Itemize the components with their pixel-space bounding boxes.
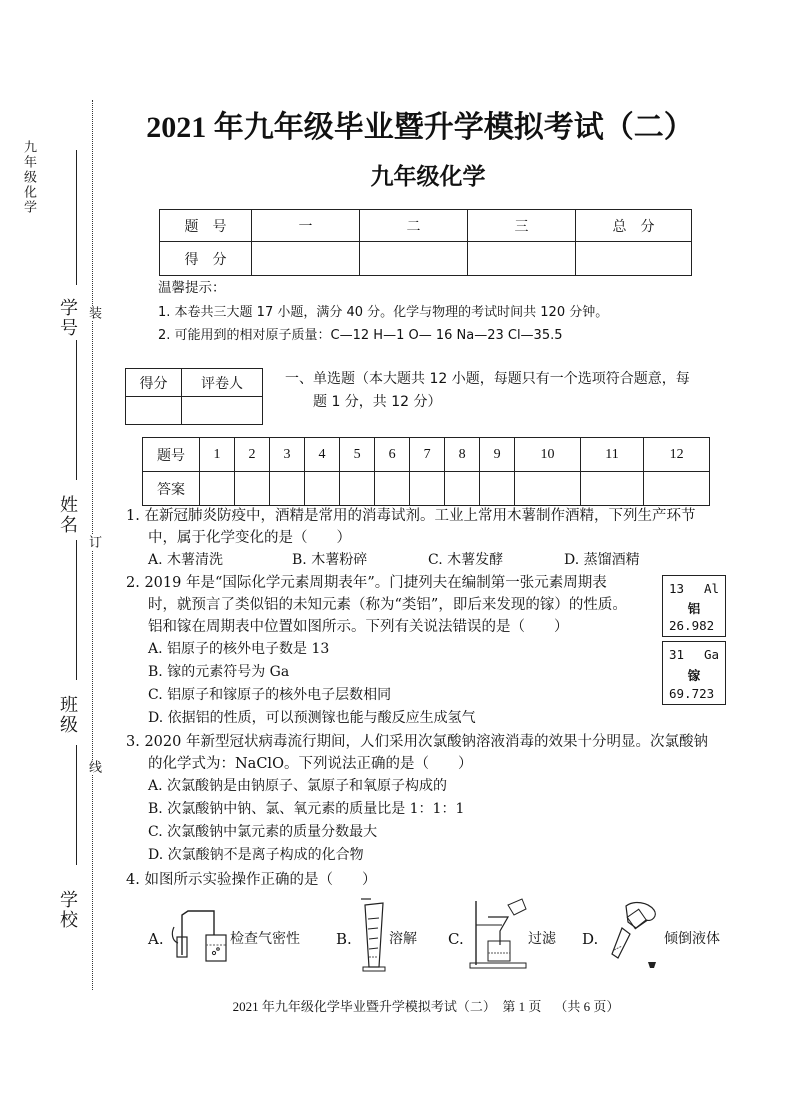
- answer-table-number: 6: [375, 438, 410, 472]
- page-footer: 2021 年九年级化学毕业暨升学模拟考试（二） 第 1 页 （共 6 页）: [232, 999, 620, 1014]
- answer-table-number-label: 题号: [143, 438, 200, 472]
- question-2-option-b[interactable]: B. 镓的元素符号为 Ga: [148, 664, 290, 680]
- question-1-line2: 中，属于化学变化的是（ ）: [148, 530, 351, 546]
- score-table-header-3: 三: [468, 210, 576, 242]
- answer-table-number: 2: [235, 438, 270, 472]
- answer-cell[interactable]: [305, 472, 340, 506]
- question-3-option-c[interactable]: C. 次氯酸钠中氯元素的质量分数最大: [148, 824, 378, 840]
- tip-1: 1. 本卷共三大题 17 小题，满分 40 分。化学与物理的考试时间共 120 分钟。: [158, 305, 609, 320]
- class-line[interactable]: [76, 540, 78, 680]
- score-table-header-2: 二: [360, 210, 468, 242]
- score-table-header-1: 一: [252, 210, 360, 242]
- answer-table-number: 10: [515, 438, 581, 472]
- grader-score-cell[interactable]: [126, 397, 182, 425]
- grader-name-cell[interactable]: [182, 397, 263, 425]
- ga-symbol: Ga: [703, 647, 719, 662]
- answer-table-number: 7: [410, 438, 445, 472]
- answer-cell[interactable]: [410, 472, 445, 506]
- al-symbol: Al: [703, 581, 719, 596]
- answer-table-number: 1: [200, 438, 235, 472]
- answer-table-number: 5: [340, 438, 375, 472]
- question-3-option-a[interactable]: A. 次氯酸钠是由钠原子、氯原子和氧原子构成的: [148, 778, 448, 794]
- question-1-option-d[interactable]: D. 蒸馏酒精: [564, 552, 640, 568]
- airtightness-test-illustration: [168, 905, 232, 963]
- name-line[interactable]: [76, 340, 78, 480]
- grader-box: [125, 368, 263, 425]
- question-1-option-c[interactable]: C. 木薯发酵: [428, 552, 504, 568]
- question-4-option-b-label: 溶解: [389, 931, 417, 947]
- answer-table-number: 12: [644, 438, 710, 472]
- class-label: 班级: [57, 695, 78, 735]
- question-2: [126, 572, 646, 638]
- element-card-aluminium: [662, 575, 726, 637]
- question-4-option-c-letter[interactable]: C.: [448, 930, 464, 948]
- question-2-line3: 铝和镓在周期表中位置如图所示。下列有关说法错误的是（ ）: [148, 619, 569, 635]
- question-4-option-a-letter[interactable]: A.: [148, 930, 164, 948]
- answer-cell[interactable]: [644, 472, 710, 506]
- section1-heading-line1: 一、单选题（本大题共 12 小题，每题只有一个选项符合题意，每: [285, 371, 690, 387]
- school-line[interactable]: [76, 745, 78, 865]
- grader-score-label: 得分: [126, 369, 182, 397]
- answer-cell[interactable]: [235, 472, 270, 506]
- answer-cell[interactable]: [270, 472, 305, 506]
- question-2-line1: 2. 2019 年是“国际化学元素周期表年”。门捷列夫在编制第一张元素周期表: [126, 575, 607, 591]
- element-card-gallium: [662, 641, 726, 705]
- question-2-option-a[interactable]: A. 铝原子的核外电子数是 13: [148, 641, 330, 657]
- answer-table-number: 11: [580, 438, 643, 472]
- binding-zhuang: 装: [86, 306, 101, 321]
- question-1-option-a[interactable]: A. 木薯清洗: [148, 552, 224, 568]
- question-4-option-c-label: 过滤: [528, 931, 556, 947]
- question-1: [126, 505, 766, 549]
- pouring-liquid-illustration: [600, 898, 662, 970]
- answer-cell[interactable]: [445, 472, 480, 506]
- score-table: [159, 209, 692, 276]
- answer-table: [142, 437, 710, 506]
- answer-table-number: 4: [305, 438, 340, 472]
- question-2-option-c[interactable]: C. 铝原子和镓原子的核外电子层数相同: [148, 687, 392, 703]
- exam-subtitle: 九年级化学: [370, 164, 486, 190]
- question-4-option-b-letter[interactable]: B.: [336, 930, 352, 948]
- grader-name-label: 评卷人: [182, 369, 263, 397]
- question-3: [126, 731, 776, 775]
- answer-table-answer-label: 答案: [143, 472, 200, 506]
- school-label: 学校: [57, 890, 78, 930]
- question-4-option-d-letter[interactable]: D.: [582, 930, 599, 948]
- answer-cell[interactable]: [375, 472, 410, 506]
- question-1-line1: 1. 在新冠肺炎防疫中，酒精是常用的消毒试剂。工业上常用木薯制作酒精，下列生产环节: [126, 508, 696, 524]
- question-2-option-d[interactable]: D. 依据铝的性质，可以预测镓也能与酸反应生成氢气: [148, 710, 476, 726]
- answer-cell[interactable]: [340, 472, 375, 506]
- score-cell-2[interactable]: [360, 242, 468, 276]
- answer-table-number: 8: [445, 438, 480, 472]
- answer-table-number: 9: [480, 438, 515, 472]
- subject-vertical-label: 九年级化学: [22, 140, 37, 215]
- score-table-header-number: 题 号: [160, 210, 252, 242]
- question-3-line2: 的化学式为：NaClO。下列说法正确的是（ ）: [148, 756, 473, 772]
- tip-2: 2. 可能用到的相对原子质量：C—12 H—1 O— 16 Na—23 Cl—35.5: [158, 328, 563, 343]
- score-cell-1[interactable]: [252, 242, 360, 276]
- question-1-option-b[interactable]: B. 木薯粉碎: [292, 552, 368, 568]
- question-2-line2: 时，就预言了类似铝的未知元素（称为“类铝”，即后来发现的镓）的性质。: [148, 597, 627, 613]
- question-3-option-b[interactable]: B. 次氯酸钠中钠、氯、氧元素的质量比是 1：1：1: [148, 801, 465, 817]
- question-4-option-a-label: 检查气密性: [230, 931, 300, 947]
- section1-heading-line2: 题 1 分，共 12 分）: [313, 394, 442, 410]
- question-4-option-d-label: 倾倒液体: [664, 931, 720, 947]
- answer-cell[interactable]: [515, 472, 581, 506]
- score-table-row-label: 得 分: [160, 242, 252, 276]
- exam-title: 2021 年九年级毕业暨升学模拟考试（二）: [146, 111, 694, 144]
- answer-cell[interactable]: [580, 472, 643, 506]
- answer-cell[interactable]: [200, 472, 235, 506]
- student-id-label: 学号: [57, 298, 78, 338]
- score-cell-total[interactable]: [576, 242, 692, 276]
- al-name: 铝: [687, 601, 701, 616]
- graduated-cylinder-dissolving-illustration: [355, 895, 389, 975]
- binding-ding: 订: [86, 535, 101, 550]
- al-mass: 26.982: [669, 618, 715, 633]
- ga-number: 31: [669, 647, 685, 662]
- question-4-line1: 4. 如图所示实验操作正确的是（ ）: [126, 872, 377, 888]
- score-table-header-total: 总 分: [576, 210, 692, 242]
- binding-xian: 线: [86, 760, 101, 775]
- ga-name: 镓: [687, 668, 701, 683]
- tips-heading: 温馨提示：: [158, 280, 226, 296]
- question-3-line1: 3. 2020 年新型冠状病毒流行期间，人们采用次氯酸钠溶液消毒的效果十分明显。次氯酸钠: [126, 734, 708, 750]
- filtration-illustration: [468, 895, 532, 970]
- answer-cell[interactable]: [480, 472, 515, 506]
- score-cell-3[interactable]: [468, 242, 576, 276]
- name-label: 姓名: [57, 495, 78, 535]
- al-number: 13: [669, 581, 685, 596]
- ga-mass: 69.723: [669, 686, 715, 701]
- answer-table-number: 3: [270, 438, 305, 472]
- question-3-option-d[interactable]: D. 次氯酸钠不是离子构成的化合物: [148, 847, 364, 863]
